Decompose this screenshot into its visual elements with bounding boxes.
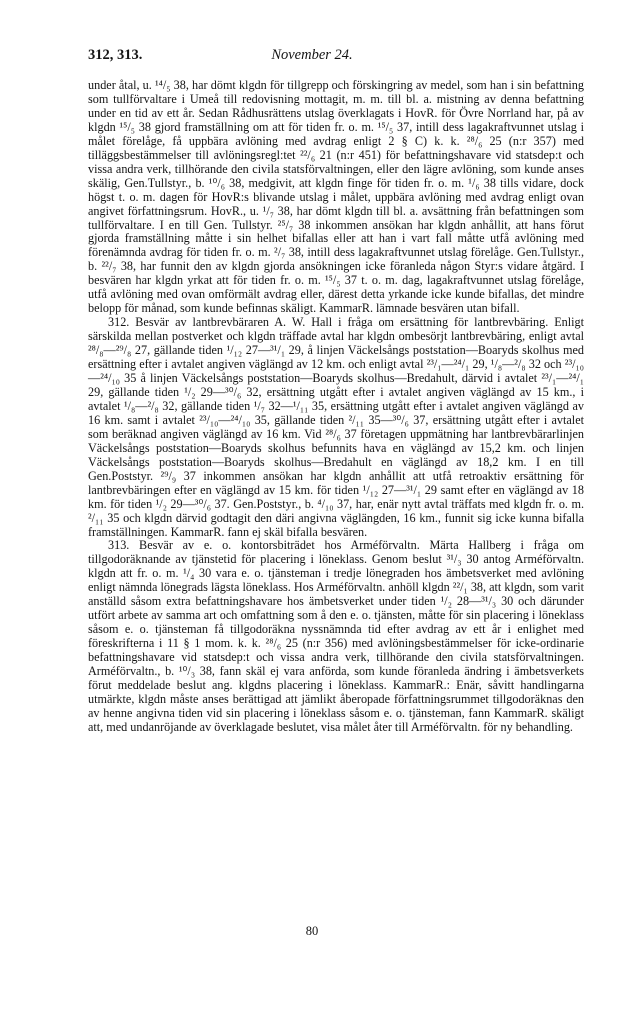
running-head-page-numbers: 312, 313. [88, 47, 143, 63]
paragraph-case-313: 313. Besvär av e. o. kontorsbiträdet hos Arméförvaltn. Märta Hallberg i fråga om tillgodoräknande av tjänstetid för placering i löneklass. Genom beslut ³¹/₃ 30 antog Arméförvaltn. klgdn att fr. o. m. ¹/₄ 30 vara e. o. tjänsteman i tredje lönegraden hos ämbetsverket med avlöning enligt nämnda lönegrads lägsta löneklass. Hos Arméförvaltn. anhöll klgdn ²²/₁ 38, att klgdn, som varit anställd såsom extra befattningshavare hos ämbetsverket under tiden ¹/₂ 28—³¹/₃ 30 och därunder utfört arbete av samma art och omfattning som å den e. o. tjänsten, måtte för sin placering i löneklass såsom e. o. tjänsteman få tillgodoräkna nyssnämnda tid efter avdrag av ett år i enlighet med föreskrifterna i 11 § 1 mom. k. k. ²⁸/₆ 25 (n:r 356) med avlöningsbestämmelser för icke-ordinarie befattningshavare vid statsdep:t och vissa andra verk, tillhörande den civila statsförvaltningen. Arméförvaltn., b. ¹⁰/₃ 38, fann skäl ej vara anförda, som kunde föranleda ändring i ämbetsverkets förut meddelade beslut ang. klgdns placering i löneklass. KammarR.: Enär, såvitt handlingarna utmärkte, klgdn måste anses berättigad att jämlikt åberopade författningsrummet tillgodoräknas den av henne angivna tiden vid sin placering i löneklass såsom e. o. tjänsteman, fann KammarR. skäligt att, med undanröjande av överklagade beslutet, visa målet åter till Arméförvaltn. för ny behandling. [88, 538, 584, 734]
running-head-date: November 24. [271, 47, 353, 63]
page-number: 80 [305, 924, 319, 938]
paragraph-case-312: 312. Besvär av lantbrevbäraren A. W. Hall i fråga om ersättning för lantbrevbäring. Enligt särskilda mellan postverket och klgdn träffade avtal har klgdn ombesörjt lantbrevbäring, enligt avtal ²⁸/₈—²⁹/₈ 27, gällande tiden ¹/₁₂ 27—³¹/₁ 29, å linjen Väckelsångs poststation—Boaryds skolhus med ersättning efter i avtalet angiven väglängd av 12 km. och enligt avtal ²³/₁—²⁴/₁ 29, ¹/₈—²/₈ 32 och ²³/₁₀—²⁴/₁₀ 35 å linjen Väckelsångs poststation—Boaryds skolhus—Bredahult, därvid i avtalet ²³/₁—²⁴/₁ 29, gällande tiden ¹/₂ 29—³⁰/₆ 32, ersättning utgått efter i avtalet angiven väglängd av 15 km., i avtalet ¹/₈—²/₈ 32, gällande tiden ¹/₇ 32—¹/₁₁ 35, ersättning utgått efter i avtalet angiven väglängd av 16 km. samt i avtalet ²³/₁₀—²⁴/₁₀ 35, gällande tiden ²/₁₁ 35—³⁰/₆ 37, ersättning utgått efter i avtalet som beräknad angiven väglängd av 16 km. Vid ²⁸/₆ 37 företagen uppmätning har lantbrevbärarlinjen Väckelsångs poststation—Boaryds skolhus befunnits hava en väglängd av 15,2 km. och linjen Väckelsångs poststation—Boaryds skolhus—Bredahult en väglängd av 18,2 km. I en till Gen.Poststyr. ²⁹/₉ 37 inkommen ansökan har klgdn anhållit att utfå retroaktiv ersättning för lantbrevbäringen efter en väglängd av 15 km. för tiden ¹/₁₂ 27—³¹/₁ 29 samt efter en väglängd av 18 km. för tiden ¹/₂ 29—³⁰/₆ 37. Gen.Poststyr., b. ⁴/₁₀ 37, har, enär nytt avtal träffats med klgdn fr. o. m. ²/₁₁ 35 och klgdn därvid godtagit den däri angivna väglängden, 16 km., funnit sig icke kunna bifalla framställningen. KammarR. fann ej skäl bifalla besvären. [88, 315, 584, 539]
paragraph-continued: under åtal, u. ¹⁴/₅ 38, har dömt klgdn för tillgrepp och förskingring av medel, som han i sin befattning som tullförvaltare i Umeå till redovisning mottagit, m. m. till bl. a. mistning av denna befattning under en tid av ett år. Sedan Rådhusrättens utslag överklagats i HovR. för Övre Norrland har, på av klgdn ¹⁵/₅ 38 gjord framställning om att för tiden fr. o. m. ¹⁵/₅ 37, intill dess lagakraftvunnet utslag i målet förelåge, få uppbära avlöning med avdrag enligt 2 § C) k. k. ²⁸/₆ 25 (n:r 357) med tilläggsbestämmelser till avlöningsregl:tet ²²/₆ 21 (n:r 451) för befattningshavare vid statsdep:t och vissa andra verk, tillhörande den civila statsförvaltningen, eller den lägre avlöning, som kunde anses skälig, Gen.Tullstyr., b. ¹⁰/₆ 38, medgivit, att klgdn finge för tiden fr. o. m. ¹/₆ 38 tills vidare, dock högst t. o. m. dagen för HovR:s blivande utslag i målet, uppbära avlöning med avdrag enligt ovan angivet författningsrum. HovR., u. ¹/₇ 38, har dömt klgdn till bl. a. avsättning från befattningen som tullförvaltare. I en till Gen. Tullstyr. ²⁵/₇ 38 inkommen ansökan har klgdn anhållit, att hans förut gjorda framställning måtte i sin helhet bifallas eller att han i vart fall måtte utfå avlöning med förenämnda avdrag för tiden fr. o. m. ²/₇ 38, intill dess lagakraftvunnet utslag förelåge. Gen.Tullstyr., b. ²²/₇ 38, har funnit den av klgdn gjorda ansökningen icke föranleda någon Styr:s vidare åtgärd. I besvären har klgdn yrkat att för tiden fr. o. m. ¹⁵/₅ 37 t. o. m. dag, lagakraftvunnet utslag förelåge, utfå avlöning med ovan omförmält avdrag eller, därest detta yrkande icke kunde bifallas, det mindre belopp för månad, som kunde befinnas skäligt. KammarR. lämnade besvären utan bifall. [88, 78, 584, 316]
body-text [88, 79, 584, 735]
